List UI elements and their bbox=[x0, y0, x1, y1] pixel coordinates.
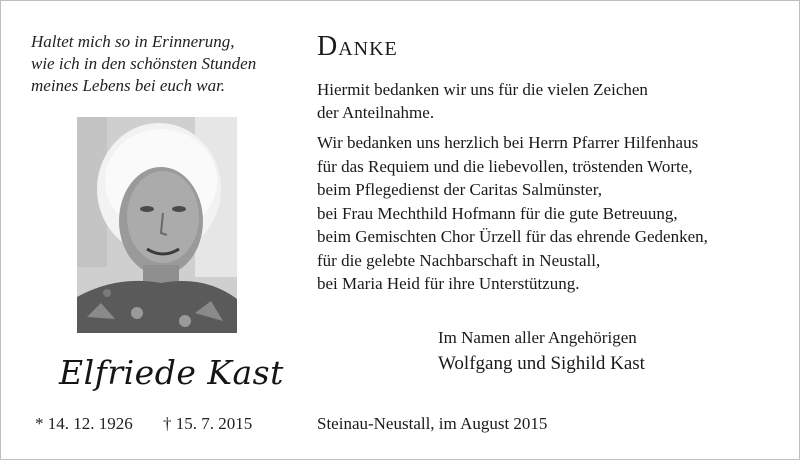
signature-intro: Im Namen aller Angehörigen bbox=[438, 328, 637, 347]
place-and-date: Steinau-Neustall, im August 2015 bbox=[317, 414, 548, 433]
thanks-line: bei Frau Mechthild Hofmann für die gute Betreuung, bbox=[317, 203, 678, 223]
thanks-line: beim Pflegedienst der Caritas Salmünster, bbox=[317, 180, 602, 199]
thanks-line: für die gelebte Nachbarschaft in Neustall, bbox=[317, 250, 601, 270]
birth-date: * 14. 12. 1926 bbox=[35, 414, 133, 433]
heading: Danke bbox=[317, 31, 398, 62]
thanks-line: Wir bedanken uns herzlich bei Herrn Pfarrer Hilfenhaus bbox=[317, 133, 699, 152]
quote-line: meines Lebens bei euch war. bbox=[31, 76, 226, 95]
intro-line: der Anteilnahme. bbox=[317, 102, 435, 122]
thanks-line: für das Requiem und die liebevollen, tröstenden Worte, bbox=[317, 156, 693, 176]
intro-paragraph bbox=[317, 79, 787, 124]
death-date: † 15. 7. 2015 bbox=[163, 414, 253, 433]
intro-line: Hiermit bedanken wir uns für die vielen Zeichen bbox=[317, 80, 648, 99]
thanks-line: bei Maria Heid für ihre Unterstützung. bbox=[317, 274, 580, 293]
life-dates bbox=[35, 413, 295, 435]
quote-line: wie ich in den schönsten Stunden bbox=[31, 54, 257, 73]
thanks-line: beim Gemischten Chor Ürzell für das ehrende Gedenken, bbox=[317, 227, 708, 246]
deceased-name: Elfriede Kast bbox=[59, 353, 284, 392]
signature-names: Wolfgang und Sighild Kast bbox=[438, 353, 645, 374]
thanks-paragraph bbox=[317, 131, 787, 296]
portrait-photo bbox=[77, 117, 237, 333]
quote-line: Haltet mich so in Erinnerung, bbox=[31, 32, 235, 51]
memorial-quote bbox=[31, 31, 291, 97]
